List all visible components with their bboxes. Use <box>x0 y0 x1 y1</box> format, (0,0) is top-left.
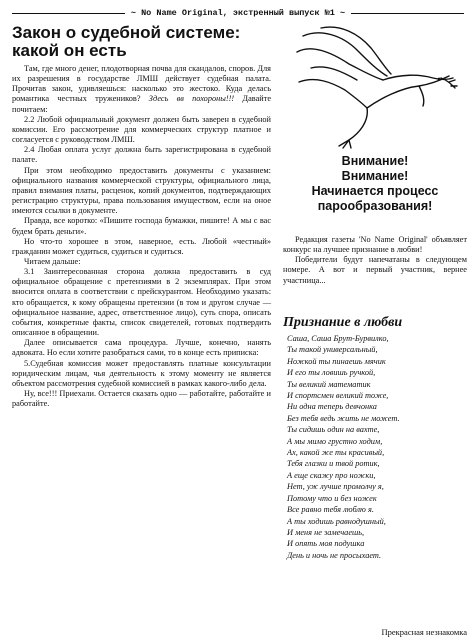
poem-line: А еще скажу про ножки, <box>287 470 376 480</box>
issue-header <box>12 7 464 19</box>
poem-line: Тебя глазки и твой ротик, <box>287 459 380 469</box>
poem-title: Признание в любви <box>283 315 403 330</box>
dove-illustration <box>291 24 461 152</box>
article-title-line1: Закон о судебной системе: <box>12 23 241 42</box>
article-body <box>12 64 271 409</box>
header-rule-right <box>351 13 464 14</box>
poem-line: Ты великий математик <box>287 379 371 389</box>
poem-line: Потому что и без ножек <box>287 493 377 503</box>
poem-line: Нет, уж лучше промолчу я, <box>287 482 384 492</box>
article-title-line2: какой он есть <box>12 41 127 60</box>
dove-eye <box>438 78 441 81</box>
article-paragraph: 3.1 Заинтересованная сторона должна предоставить в суд официальное обращение с претензиями в 2 экземплярах. При этом вносится оплата в соответствии с прейскурантом. Необходимо указать: кто обращается, к кому обращены претензии (в том и другом случае — официальное название, адрес, ответственное лицо), суть спора, описать события, конкретные факты, список свидетелей, готовых подтвердить описанное в обращении. <box>12 267 271 338</box>
poem-text <box>287 333 467 561</box>
poem-line: Без тебя ведь жить не может. <box>287 413 400 423</box>
notice-paragraph: Редакция газеты 'No Name Original' объявляет конкурс на лучшее признание в любви! <box>283 235 467 255</box>
article-paragraph: Далее описывается сама процедура. Лучше, конечно, нанять адвоката. Но если хотите разобраться сами, то в конце есть приписка: <box>12 338 271 358</box>
article-paragraph: Правда, все коротко: «Пишите господа бумажки, пишите! А мы с вас будем брать деньги». <box>12 216 271 236</box>
poem-line: И спортсмен великий тоже, <box>287 391 389 401</box>
article-paragraph: При этом необходимо предоставить документы с указанием: официального названия коммерческой структуры, официального лица, правил взимания платы, расценок, копий документов, подтверждающих регистрацию структуры, права пользования имуществом, если на оное имеются ссылки в документе. <box>12 165 271 216</box>
article-emphasis: Здесь вв похороны!!! <box>148 94 235 104</box>
article-paragraph: Ну, все!!! Приехали. Остается сказать одно — работайте, работайте и работайте. <box>12 389 271 409</box>
poem-line: А ты ходишь равнодушный, <box>287 516 386 526</box>
poem-line: День и ночь не просыхает. <box>287 550 382 560</box>
article-paragraph: 5.Судебная комиссия может предоставлять платные консультации юридическим лицам, чья деятельность к этому моменту не является объектом рассмотрения судебной комиссией в рамках какого-либо дела. <box>12 358 271 388</box>
poem-signature: Прекрасная незнакомка <box>381 627 467 637</box>
sidebar-column <box>283 24 467 637</box>
poem-line: Все равно тебя люблю я. <box>287 505 374 515</box>
article-column <box>12 24 271 409</box>
poem-line: И меня не замечаешь, <box>287 527 365 537</box>
poem-line: И опять моя подушка <box>287 539 365 549</box>
attention-notice: Внимание! Внимание! Начинается процесс парообразования! <box>311 154 439 213</box>
poem-line: Ты такой универсальный, <box>287 345 378 355</box>
poem-line: Ты сидишь один на вахте, <box>287 425 380 435</box>
article-title <box>12 24 271 60</box>
header-rule-left <box>12 13 125 14</box>
poem-line: Ножкой ты пинаешь мячик <box>287 356 386 366</box>
article-paragraph: Но что-то хорошее в этом, наверное, есть. Любой «честный» гражданин может судиться, судиться и судиться. <box>12 236 271 256</box>
contest-notice <box>283 235 467 286</box>
poem-line: А мы мимо грустно ходим, <box>287 436 383 446</box>
notice-paragraph: Победители будут напечатаны в следующем номере. А вот и первый участник, вернее участница... <box>283 255 467 285</box>
poem-line: Ни одна теперь девчонка <box>287 402 377 412</box>
article-paragraph: Там, где много денег, плодотворная почва для скандалов, споров. Для их разрешения в государстве ЛМШ действует судебная палата. Прочитав закон, удивляешься: насколько это жестоко. Куда делась романтика честных тружеников? Здесь вв похороны!!! Давайте почитаем: <box>12 64 272 114</box>
poem-line: И его ты ловишь ручкой, <box>287 368 376 378</box>
article-paragraph: 2.2 Любой официальный документ должен быть заверен в судебной комиссии. Его рассмотрение для коммерческих структур платное и согласуется с руководством ЛМШ. <box>12 114 271 145</box>
article-paragraph: Читаем дальше: <box>24 256 81 266</box>
poem-line: Саша, Саша Брут-Бурвилко, <box>287 334 389 343</box>
issue-title: ~ No Name Original, экстренный выпуск №1 ~ <box>130 8 346 18</box>
poem-line: Ах, какой же ты красивый, <box>287 448 385 458</box>
article-paragraph: 2.4 Любая оплата услуг должна быть зарегистрирована в судебной палате. <box>12 145 271 165</box>
